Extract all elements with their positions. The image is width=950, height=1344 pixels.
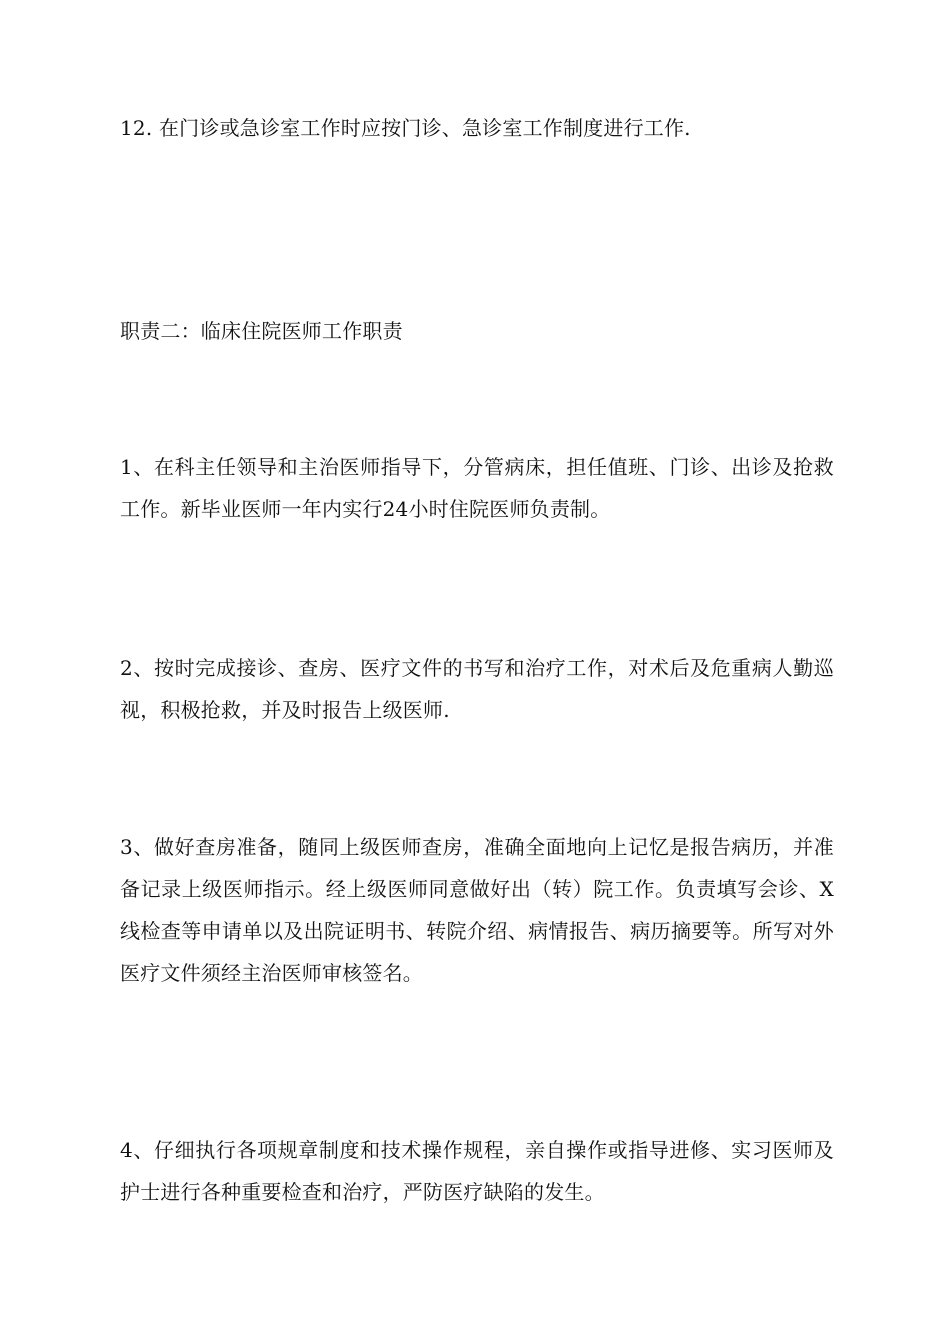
section-heading: 职责二：临床住院医师工作职责 xyxy=(120,319,403,343)
paragraph-item-3: 3、做好查房准备，随同上级医师查房，准确全面地向上记忆是报告病历，并准备记录上级医师指示。经上级医师同意做好出（转）院工作。负责填写会诊、X线检查等申请单以及出院证明书、转院介绍、病情报告、病历摘要等。所写对外医疗文件须经主治医师审核签名。 xyxy=(120,835,834,985)
paragraph-item-12: 12. 在门诊或急诊室工作时应按门诊、急诊室工作制度进行工作. xyxy=(120,116,691,140)
paragraph-item-4: 4、仔细执行各项规章制度和技术操作规程，亲自操作或指导进修、实习医师及护士进行各种重要检查和治疗，严防医疗缺陷的发生。 xyxy=(120,1138,834,1204)
paragraph-item-2: 2、按时完成接诊、查房、医疗文件的书写和治疗工作，对术后及危重病人勤巡视，积极抢救，并及时报告上级医师. xyxy=(120,656,834,722)
paragraph-item-1: 1、在科主任领导和主治医师指导下，分管病床，担任值班、门诊、出诊及抢救工作。新毕业医师一年内实行24小时住院医师负责制。 xyxy=(120,455,834,521)
